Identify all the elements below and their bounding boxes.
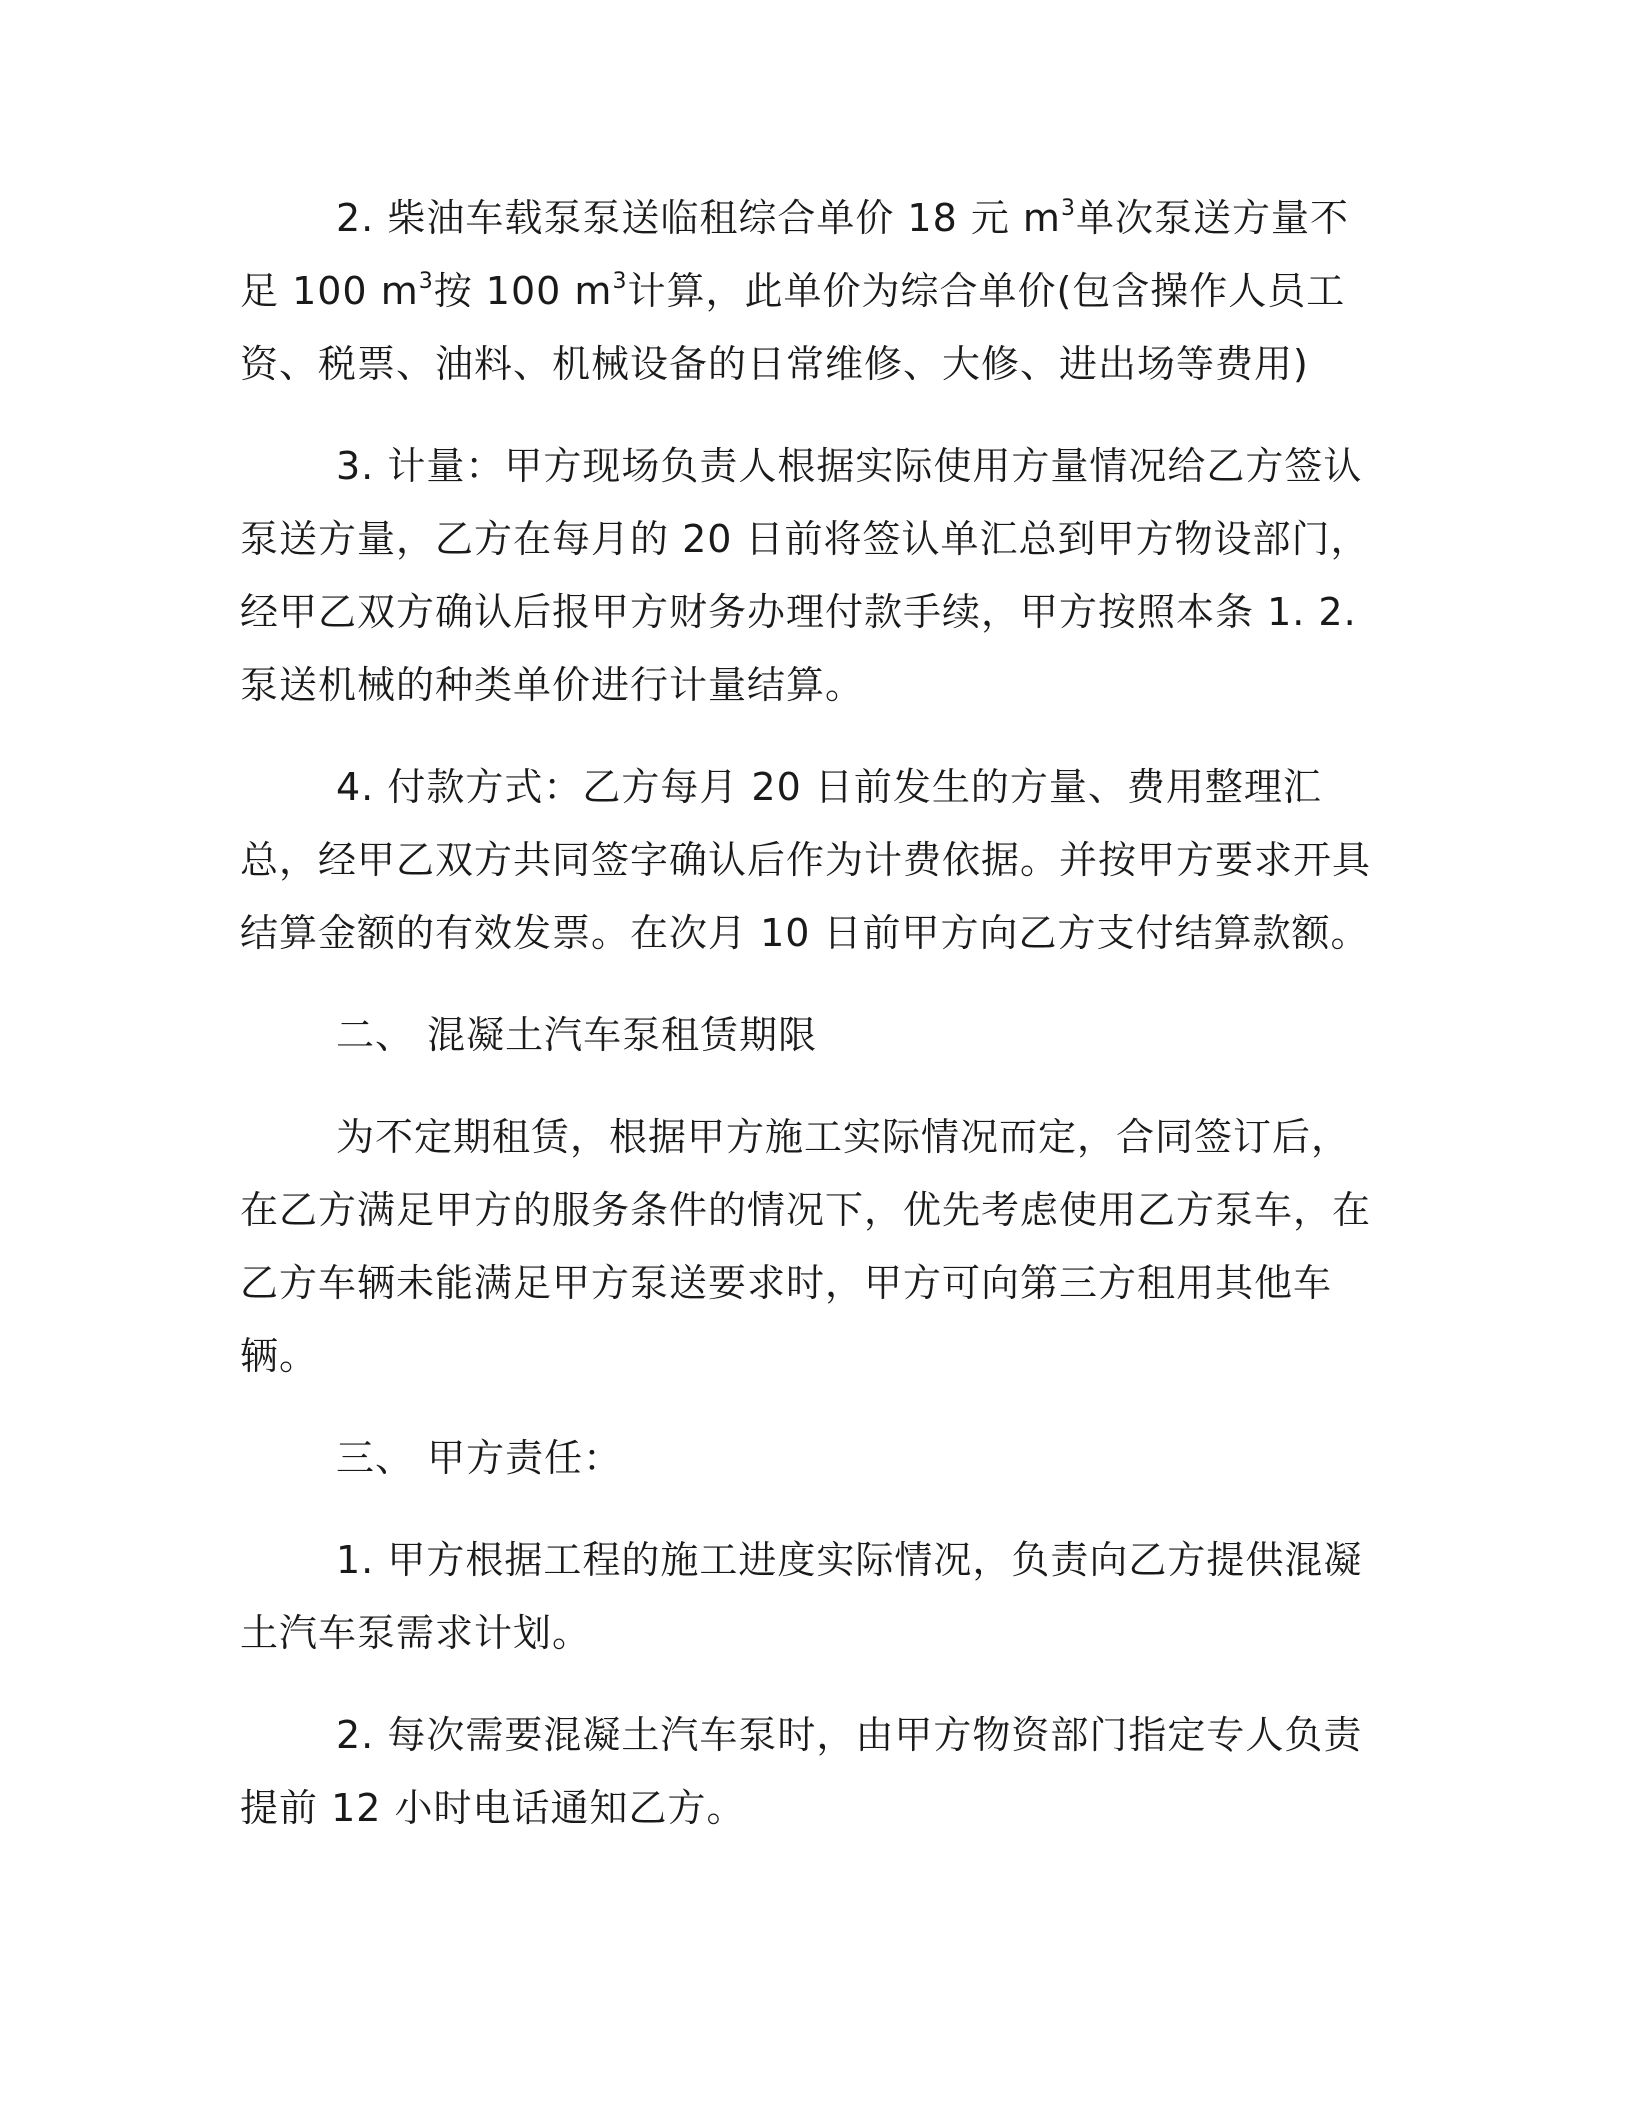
superscript-3: 3 (418, 269, 434, 294)
clause-2-diesel-pump-price: 2. 柴油车载泵泵送临租综合单价 18 元 $m^3$单次泵送方量不足 100 $m^3$按 100 $m^3$计算，此单价为综合单价(包含操作人员工资、税票、油料、机械设备的日常维修、大修、进出场等费用) (240, 196, 1349, 386)
superscript-3: 3 (1060, 196, 1076, 221)
clause-4-payment-method: 4. 付款方式：乙方每月 20 日前发生的方量、费用整理汇总，经甲乙双方共同签字确认后作为计费依据。并按甲方要求开具结算金额的有效发票。在次月 10 日前甲方向乙方支付结算款额。 (240, 765, 1372, 955)
section-3-heading: 三、 甲方责任： (336, 1436, 623, 1480)
section-3-item-2: 2. 每次需要混凝土汽车泵时，由甲方物资部门指定专人负责提前 12 小时电话通知乙方。 (240, 1713, 1363, 1830)
section-3-item-1: 1. 甲方根据工程的施工进度实际情况，负责向乙方提供混凝土汽车泵需求计划。 (240, 1538, 1363, 1655)
section-2-body: 为不定期租赁，根据甲方施工实际情况而定，合同签订后，在乙方满足甲方的服务条件的情况下，优先考虑使用乙方泵车，在乙方车辆未能满足甲方泵送要求时，甲方可向第三方租用其他车辆。 (240, 1115, 1372, 1378)
section-2-heading: 二、 混凝土汽车泵租赁期限 (336, 1013, 818, 1057)
superscript-3: 3 (612, 269, 628, 294)
document-body (240, 182, 1380, 1845)
clause-3-measurement: 3. 计量：甲方现场负责人根据实际使用方量情况给乙方签认泵送方量，乙方在每月的 20 日前将签认单汇总到甲方物设部门，经甲乙双方确认后报甲方财务办理付款手续，甲方按照本条 1. 2.泵送机械的种类单价进行计量结算。 (240, 444, 1370, 707)
